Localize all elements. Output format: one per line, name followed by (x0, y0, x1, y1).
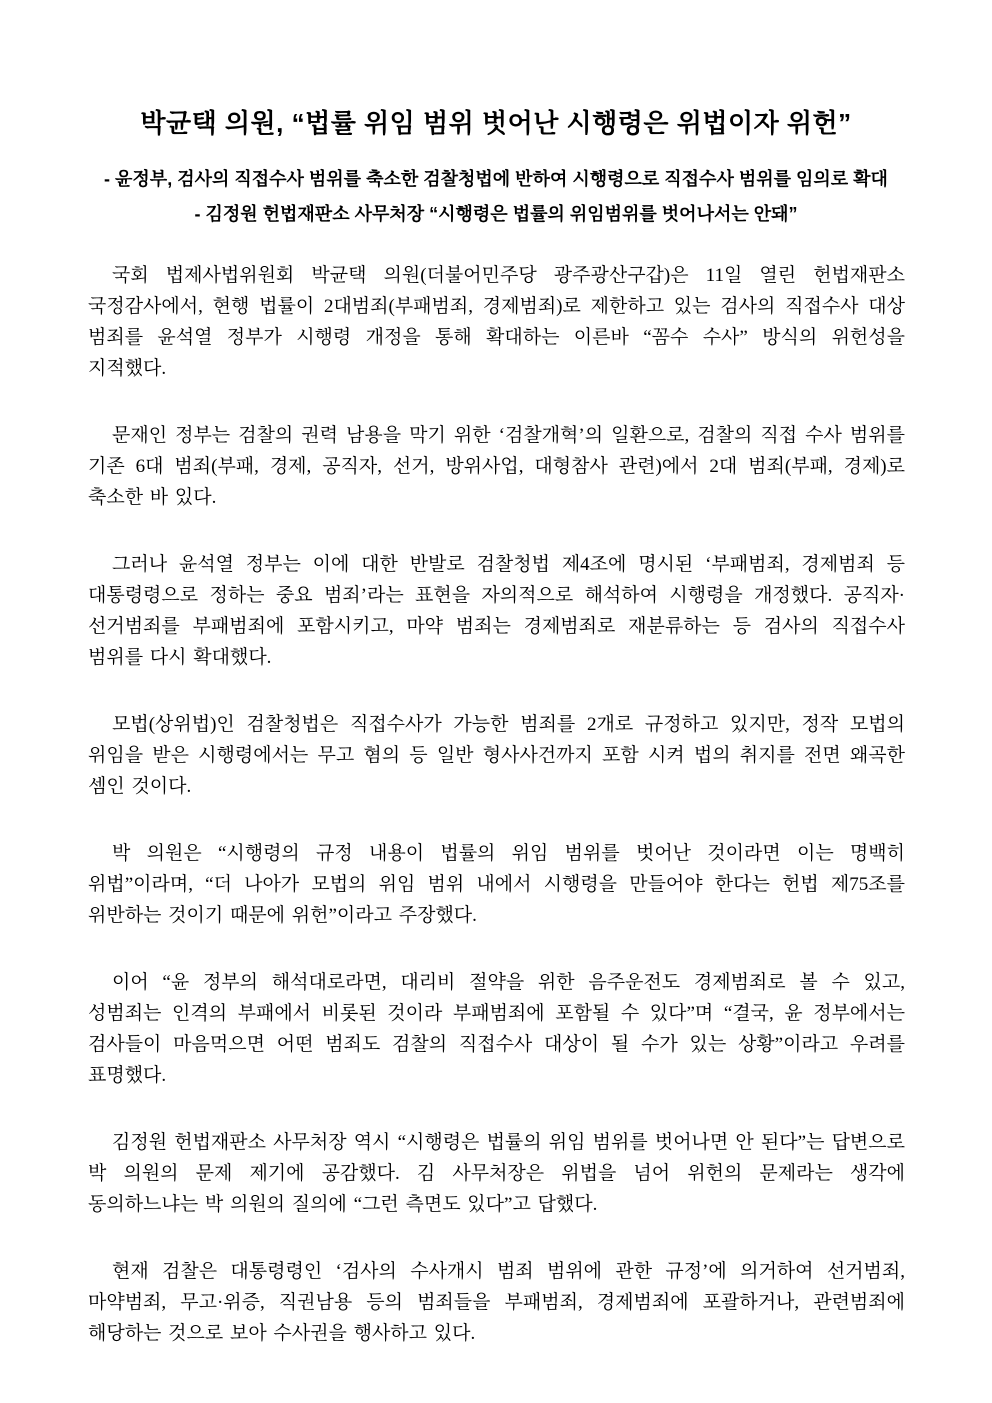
document-body (88, 260, 905, 1349)
body-paragraph-6: 이어 “윤 정부의 해석대로라면, 대리비 절약을 위한 음주운전도 경제범죄로 볼 수 있고, 성범죄는 인격의 부패에서 비롯된 것이라 부패범죄에 포함될 수 있다”며 “결국, 윤 정부에서는 검사들이 마음먹으면 어떤 범죄도 검찰의 직접수사 대상이 될 수가 있는 상황”이라고 우려를 표명했다. (88, 972, 905, 1086)
document-title: 박균택 의원, “법률 위임 범위 벗어난 시행령은 위법이자 위헌” (140, 108, 852, 138)
body-paragraph-8: 현재 검찰은 대통령령인 ‘검사의 수사개시 범죄 범위에 관한 규정’에 의거하여 선거범죄, 마약범죄, 무고·위증, 직권남용 등의 범죄들을 부패범죄, 경제범죄에 포괄하거나, 관련범죄에 해당하는 것으로 보아 수사권을 행사하고 있다. (88, 1261, 905, 1344)
document-subtitle-1: - 윤정부, 검사의 직접수사 범위를 축소한 검찰청법에 반하여 시행령으로 직접수사 범위를 임의로 확대 (104, 169, 888, 189)
body-paragraph-3: 그러나 윤석열 정부는 이에 대한 반발로 검찰청법 제4조에 명시된 ‘부패범죄, 경제범죄 등 대통령령으로 정하는 중요 범죄’라는 표현을 자의적으로 해석하여 시행령을 개정했다. 공직자·선거범죄를 부패범죄에 포함시키고, 마약 범죄는 경제범죄로 재분류하는 등 검사의 직접수사 범위를 다시 확대했다. (88, 554, 905, 668)
body-paragraph-2: 문재인 정부는 검찰의 권력 남용을 막기 위한 ‘검찰개혁’의 일환으로, 검찰의 직접 수사 범위를 기존 6대 범죄(부패, 경제, 공직자, 선거, 방위사업, 대형참사 관련)에서 2대 범죄(부패, 경제)로 축소한 바 있다. (88, 425, 905, 508)
body-paragraph-5: 박 의원은 “시행령의 규정 내용이 법률의 위임 범위를 벗어난 것이라면 이는 명백히 위법”이라며, “더 나아가 모법의 위임 범위 내에서 시행령을 만들어야 한다는 헌법 제75조를 위반하는 것이기 때문에 위헌”이라고 주장했다. (88, 843, 905, 926)
body-paragraph-1: 국회 법제사법위원회 박균택 의원(더불어민주당 광주광산구갑)은 11일 열린 헌법재판소 국정감사에서, 현행 법률이 2대범죄(부패범죄, 경제범죄)로 제한하고 있는 검사의 직접수사 대상 범죄를 윤석열 정부가 시행령 개정을 통해 확대하는 이른바 “꼼수 수사” 방식의 위헌성을 지적했다. (88, 265, 905, 379)
document-subtitle-2: - 김정원 헌법재판소 사무처장 “시행령은 법률의 위임범위를 벗어나서는 안돼” (194, 204, 798, 224)
body-paragraph-4: 모법(상위법)인 검찰청법은 직접수사가 가능한 범죄를 2개로 규정하고 있지만, 정작 모법의 위임을 받은 시행령에서는 무고 혐의 등 일반 형사사건까지 포함 시켜 법의 취지를 전면 왜곡한 셈인 것이다. (88, 714, 905, 797)
body-paragraph-7: 김정원 헌법재판소 사무처장 역시 “시행령은 법률의 위임 범위를 벗어나면 안 된다”는 답변으로 박 의원의 문제 제기에 공감했다. 김 사무처장은 위법을 넘어 위헌의 문제라는 생각에 동의하느냐는 박 의원의 질의에 “그런 측면도 있다”고 답했다. (88, 1132, 905, 1215)
document-subtitles (0, 162, 992, 232)
